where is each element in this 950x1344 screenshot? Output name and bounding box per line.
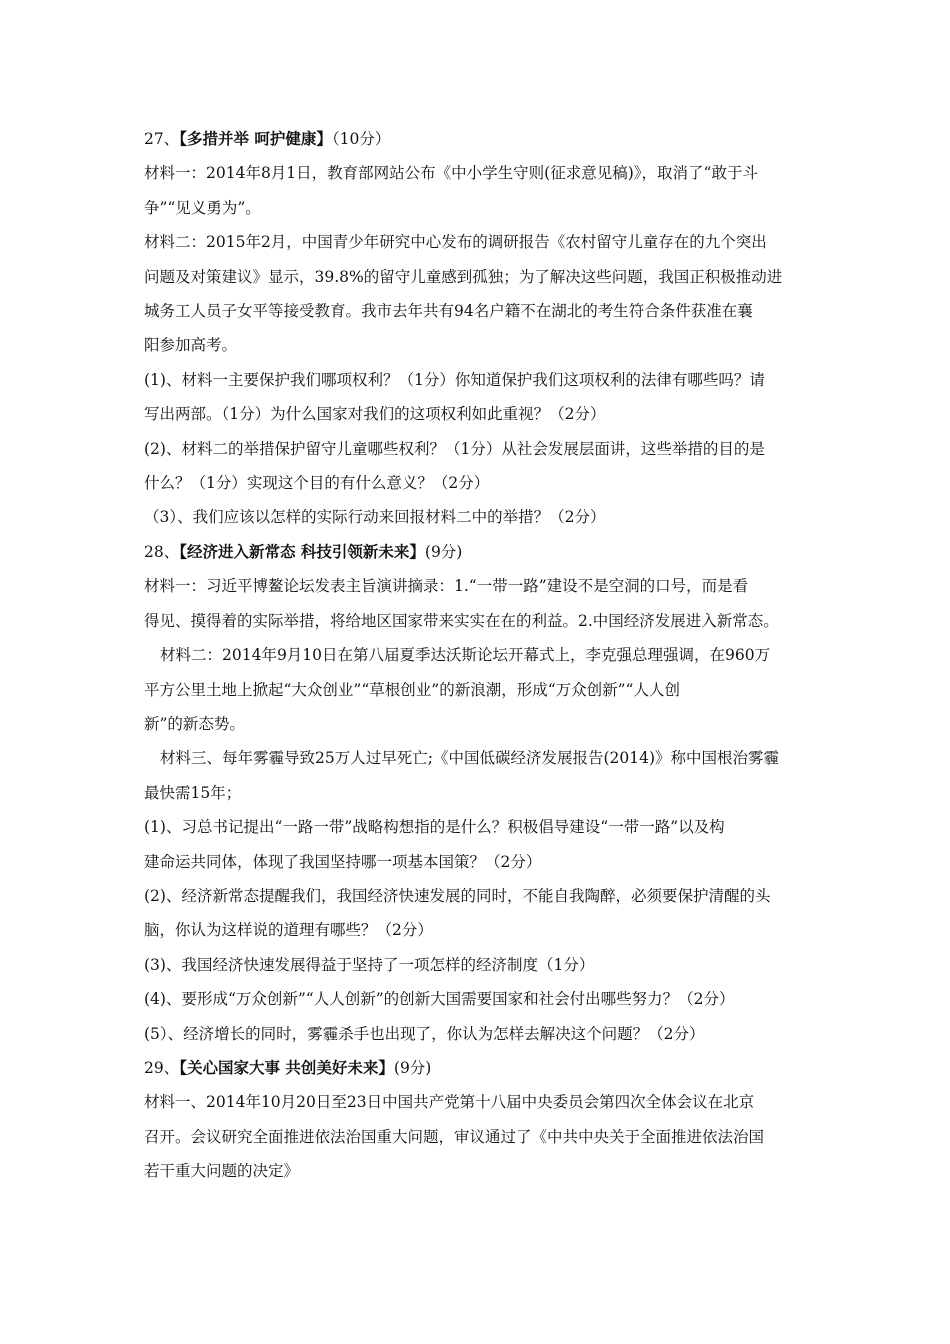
question-number: 28、 [144, 542, 180, 561]
text-line: (2)、经济新常态提醒我们，我国经济快速发展的同时，不能自我陶醉，必须要保护清醒的头 [144, 886, 771, 905]
text-line: 什么？（1分）实现这个目的有什么意义？（2分） [144, 474, 490, 493]
question-title: 【多措并举 呵护健康】 [179, 129, 332, 148]
text-line: 写出两部。（1分）为什么国家对我们的这项权利如此重视？（2分） [144, 405, 606, 424]
text-line: 争”“见义勇为”。 [144, 198, 261, 217]
text-line: (5）、经济增长的同时，雾霾杀手也出现了，你认为怎样去解决这个问题？（2分） [144, 1024, 705, 1043]
question-title: 【经济进入新常态 科技引领新未来】 [179, 541, 425, 561]
text-line: (2)、材料二的举措保护留守儿童哪些权利？（1分）从社会发展层面讲，这些举措的目的是 [144, 439, 765, 458]
text-line: 召开。会议研究全面推进依法治国重大问题，审议通过了《中共中央关于全面推进依法治国 [144, 1127, 765, 1146]
question-number: 29、 [144, 1058, 180, 1077]
question-number: 27、 [144, 130, 180, 148]
text-line: 平方公里土地上掀起“大众创业”“草根创业”的新浪潮，形成“万众创新”“人人创 [144, 680, 680, 699]
text-line: 问题及对策建议》显示，39.8%的留守儿童感到孤独；为了解决这些问题，我国正积极推动进 [144, 267, 783, 286]
text-line: 材料一、2014年10月20日至23日中国共产党第十八届中央委员会第四次全体会议在北京 [144, 1093, 755, 1112]
text-line: 若干重大问题的决定》 [144, 1162, 300, 1181]
text-line: 材料二：2014年9月10日在第八届夏季达沃斯论坛开幕式上，李克强总理强调，在960万 [160, 646, 771, 665]
text-line: (1)、习总书记提出“一路一带”战略构想指的是什么？积极倡导建设“一带一路”以及构 [144, 818, 725, 837]
text-line: 阳参加高考。 [144, 336, 238, 355]
text-line: 建命运共同体，体现了我国坚持哪一项基本国策？（2分） [144, 852, 542, 871]
text-line: (3)、我国经济快速发展得益于坚持了一项怎样的经济制度（1分） [144, 955, 595, 974]
text-line: 新”的新态势。 [144, 714, 245, 733]
text-line: 材料一：2014年8月1日，教育部网站公布《中小学生守则(征求意见稿)》，取消了“敢于斗 [144, 164, 758, 183]
question-29-heading [144, 1051, 814, 1085]
text-line: 城务工人员子女平等接受教育。我市去年共有94名户籍不在湖北的考生符合条件获准在襄 [144, 302, 753, 321]
text-line: 材料三、每年雾霾导致25万人过早死亡;《中国低碳经济发展报告(2014)》称中国根治雾霾 [160, 749, 779, 768]
text-line: 材料一：习近平博鳌论坛发表主旨演讲摘录：1.“一带一路”建设不是空洞的口号，而是看 [144, 577, 749, 596]
question-27-heading [144, 122, 814, 156]
question-score: (9分) [424, 542, 463, 561]
text-line: 脑，你认为这样说的道理有哪些？（2分） [144, 921, 433, 940]
text-line: (4)、要形成“万众创新”“人人创新”的创新大国需要国家和社会付出哪些努力？（2分） [144, 990, 735, 1009]
text-line: 最快需15年； [144, 783, 242, 802]
text-line: 得见、摸得着的实际举措，将给地区国家带来实实在在的利益。2.中国经济发展进入新常态。 [144, 611, 779, 630]
question-28-heading [144, 535, 814, 569]
text-line: （3）、我们应该以怎样的实际行动来回报材料二中的举措？（2分） [144, 508, 606, 527]
text-line: (1)、材料一主要保护我们哪项权利？（1分）你知道保护我们这项权利的法律有哪些吗？请 [144, 370, 765, 389]
question-score: （10分） [331, 130, 391, 148]
text-line: 材料二：2015年2月，中国青少年研究中心发布的调研报告《农村留守儿童存在的九个突出 [144, 233, 767, 252]
document-content [144, 122, 814, 1189]
question-score: (9分) [393, 1058, 432, 1077]
question-title: 【关心国家大事 共创美好未来】 [179, 1057, 394, 1077]
